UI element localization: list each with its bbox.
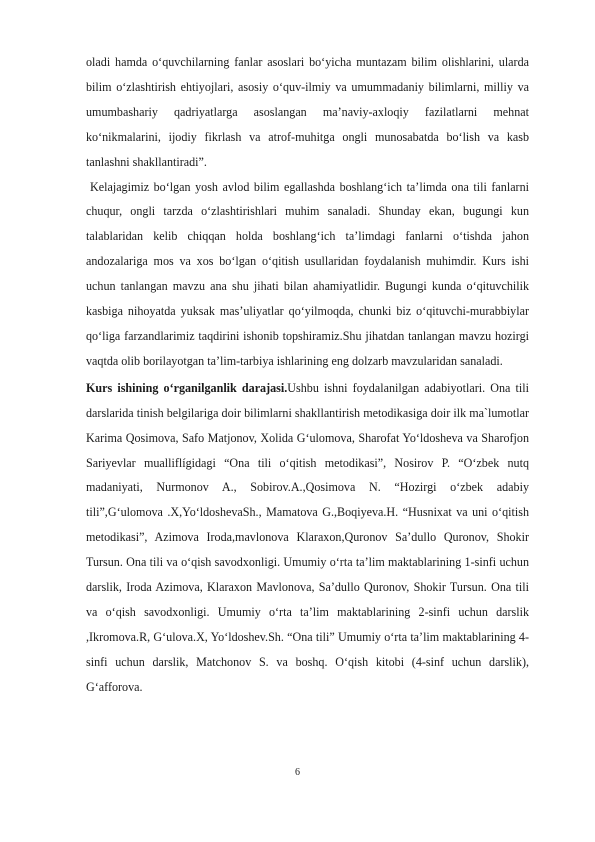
section-heading: Kurs ishining o‘rganilganlik darajasi.: [86, 380, 288, 395]
page-number: 6: [295, 767, 300, 778]
body-paragraph: [86, 376, 529, 700]
section-heading-body: Ushbu ishni foydalanilgan adabiyotlari. Ona tili darslarida tinish belgilariga doir bilimlarni shakllantirish metodikasiga doir ilk ma`lumotlar Karima Qosimova, Safo Matjonov, Xolida G‘ulomova, Sharofat Yo‘ldosheva va Sharofjon Sariyevlar mualliflígidagi “Ona tili o‘qitish metodikasi”, Nosirov P. “O‘zbek nutq madaniyati, Nurmonov A., Sobirov.A.,Qosimova N. “Hozirgi o‘zbek adabiy tili”,G‘ulomova .X,Yo‘ldoshevaSh., Mamatova G.,Boqiyeva.H. “Husnixat va uni o‘qitish metodikasi”, Azimova Iroda,mavlonova Klaraxon,Quronov Sa’dullo Quronov, Shokir Tursun. Ona tili va o‘qish savodxonligi. Umumiy o‘rta ta’lim maktablarining 1-sinfi uchun darslik, Iroda Azimova, Klaraxon Mavlonova, Sa’dullo Quronov, Shokir Tursun. Ona tili va o‘qish savodxonligi. Umumiy o‘rta ta’lim maktablarining 2-sinfi uchun darslik ,Ikromova.R, G‘ulova.X, Yo‘ldoshev.Sh. “Ona tili” Umumiy o‘rta ta’lim maktablarining 4-sinfi uchun darslik, Matchonov S. va boshq. O‘qish kitobi (4-sinf uchun darslik), G‘afforova.: [86, 380, 529, 694]
body-paragraph: oladi hamda o‘quvchilarning fanlar asoslari bo‘yicha muntazam bilim olishlarini, ularda bilim o‘zlashtirish ehtiyojlari, asosiy o‘quv-ilmiy va umummadaniy bilimlarni, milliy va umumbashariy qadriyatlarga asoslangan ma’naviy-axloqiy fazilatlarni mehnat ko‘nikmalarini, ijodiy fikrlash va atrof-muhitga ongli munosabatda bo‘lish va kasb tanlashni shakllantiradi”.: [86, 55, 529, 169]
body-paragraph: Kelajagimiz bo‘lgan yosh avlod bilim egallashda boshlang‘ich ta’limda ona tili fanlarni chuqur, ongli tarzda o‘zlashtirishlari muhim sanaladi. Shunday ekan, bugungi kun talablaridan kelib chiqqan holda boshlang‘ich ta’limdagi fanlarni o‘tishda jahon andozalariga mos va xos bo‘lgan o‘qitish usullaridan foydalanish muhimdir. Kurs ishi uchun tanlangan mavzu ana shu jihati bilan ahamiyatlidir. Bugungi kunda o‘qituvchilik kasbiga nihoyatda yuksak mas’uliyatlar qo‘yilmoqda, chunki biz o‘qituvchi-murabbiylar qo‘liga farzandlarimiz taqdirini ishonib topshiramiz.Shu jihatdan tanlangan mavzu hozirgi vaqtda olib borilayotgan ta’lim-tarbiya ishlarining eng dolzarb mavzularidan sanaladi.: [86, 179, 529, 368]
document-body: [86, 50, 529, 700]
